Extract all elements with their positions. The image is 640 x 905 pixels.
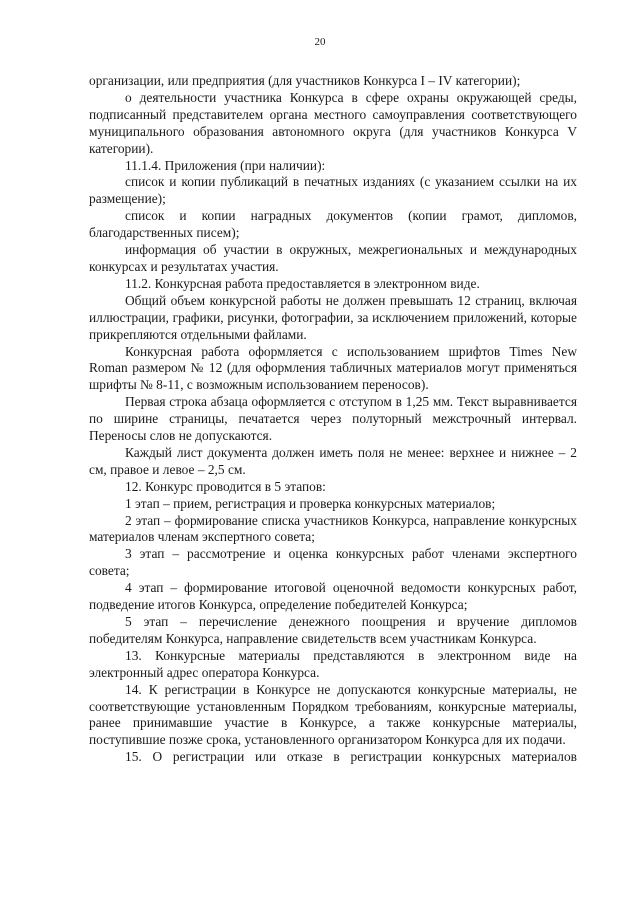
paragraph: о деятельности участника Конкурса в сфере охраны окружающей среды, подписанный представителем органа местного самоуправления соответствующего муниципального образования автономного округа (для участников Конкурса V категории). <box>89 89 577 156</box>
paragraph: 5 этап – перечисление денежного поощрения и вручение дипломов победителям Конкурса, направление свидетельств всем участникам Конкурса. <box>89 614 577 646</box>
paragraph: Конкурсная работа оформляется с использованием шрифтов Times New Roman размером № 12 (для оформления табличных материалов могут применяться шрифты № 8-11, с возможным использованием переносов). <box>89 343 577 393</box>
paragraph: 3 этап – рассмотрение и оценка конкурсных работ членами экспертного совета; <box>89 546 577 579</box>
paragraph: 13. Конкурсные материалы представляются в электронном виде на электронный адрес оператора Конкурса. <box>89 647 577 680</box>
paragraph: список и копии наградных документов (копии грамот, дипломов, благодарственных писем); <box>89 208 577 241</box>
document-body <box>89 73 577 766</box>
paragraph: организации, или предприятия (для участников Конкурса I – IV категории); <box>89 73 521 88</box>
paragraph: 4 этап – формирование итоговой оценочной ведомости конкурсных работ, подведение итогов Конкурса, определение победителей Конкурса; <box>89 580 577 613</box>
paragraph: 11.1.4. Приложения (при наличии): <box>125 157 326 173</box>
paragraph: информация об участии в окружных, межрегиональных и международных конкурсах и результатах участия. <box>89 242 577 274</box>
paragraph: Каждый лист документа должен иметь поля не менее: верхнее и нижнее – 2 см, правое и левое – 2,5 см. <box>89 444 577 477</box>
paragraph: 11.2. Конкурсная работа предоставляется в электронном виде. <box>125 275 480 291</box>
paragraph: Первая строка абзаца оформляется с отступом в 1,25 мм. Текст выравнивается по ширине страницы, печатается через полуторный межстрочный интервал. Переносы слов не допускаются. <box>89 394 577 444</box>
paragraph: 2 этап – формирование списка участников Конкурса, направление конкурсных материалов членам экспертного совета; <box>89 512 577 545</box>
paragraph: 15. О регистрации или отказе в регистрации конкурсных материалов <box>125 749 577 765</box>
paragraph: 12. Конкурс проводится в 5 этапов: <box>125 478 326 494</box>
paragraph: список и копии публикаций в печатных изданиях (с указанием ссылки на их размещение); <box>89 174 577 207</box>
paragraph: Общий объем конкурсной работы не должен превышать 12 страниц, включая иллюстрации, графики, рисунки, фотографии, за исключением приложений, которые прикрепляются отдельными файлами. <box>89 292 577 342</box>
page-number: 20 <box>314 36 326 48</box>
paragraph: 1 этап – прием, регистрация и проверка конкурсных материалов; <box>125 495 496 511</box>
paragraph: 14. К регистрации в Конкурсе не допускаются конкурсные материалы, не соответствующие установленным Порядком требованиям, конкурсные материалы, ранее принимавшие участие в Конкурсе, а также конкурсные материалы, поступившие позже срока, установленного организатором Конкурса для их подачи. <box>89 681 577 748</box>
